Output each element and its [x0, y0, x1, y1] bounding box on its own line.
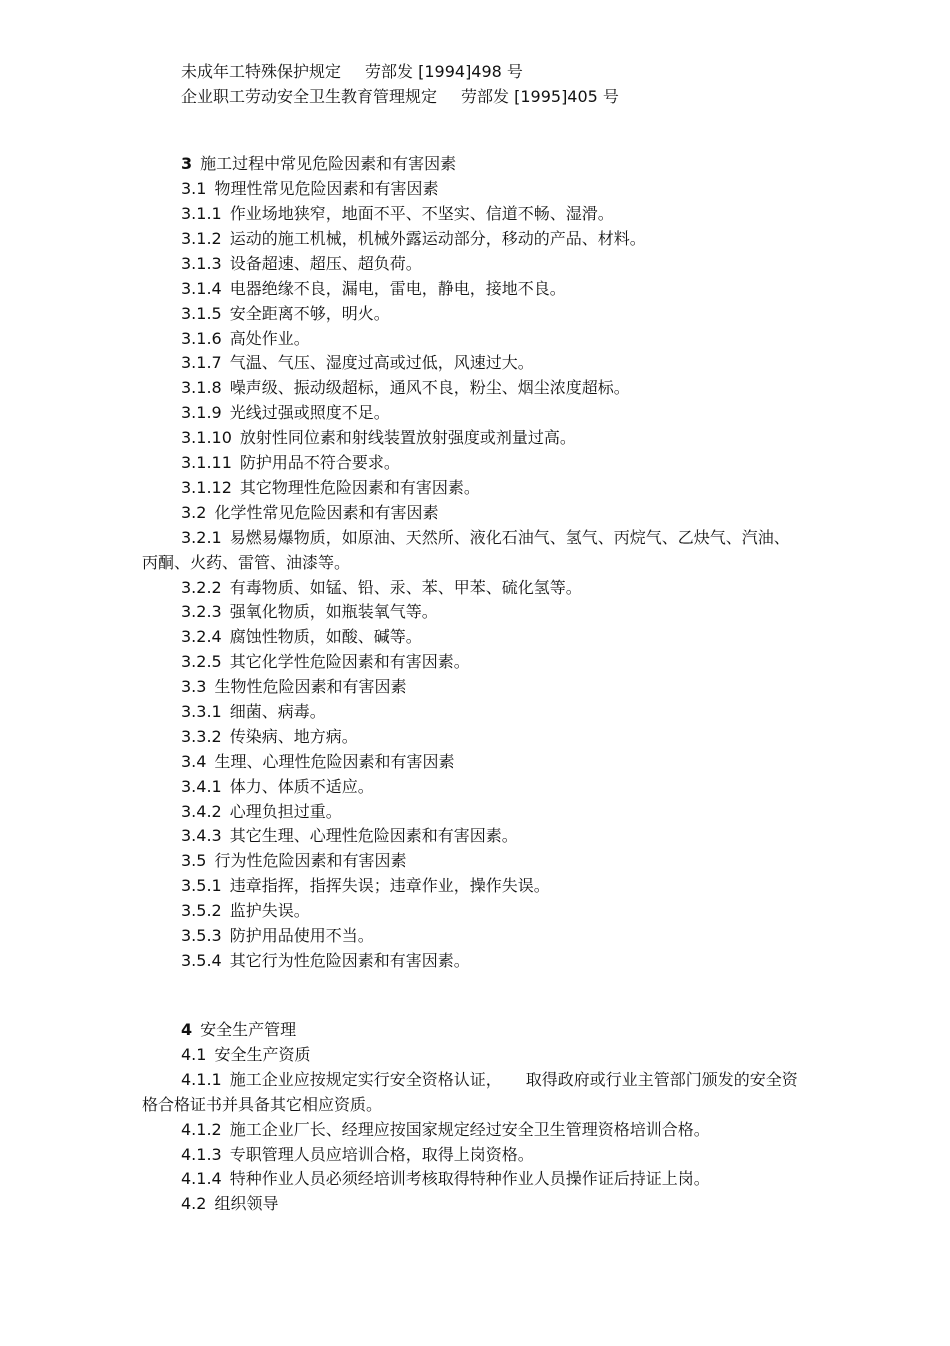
list-item	[181, 402, 390, 424]
list-item	[181, 651, 470, 673]
list-item	[181, 427, 576, 449]
item-text: 易燃易爆物质，如原油、天然所、液化石油气、氢气、丙烷气、乙炔气、汽油、	[229, 528, 790, 547]
list-item	[181, 352, 534, 374]
item-number: 3.2.1	[181, 528, 222, 547]
list-item	[181, 452, 400, 474]
item-text: 体力、体质不适应。	[229, 777, 374, 796]
item-number: 3.2.3	[181, 602, 222, 621]
item-text: 防护用品使用不当。	[229, 926, 374, 945]
item-text: 电器绝缘不良，漏电，雷电，静电，接地不良。	[229, 279, 566, 298]
item-number: 3.5.1	[181, 876, 222, 895]
item-number: 3.1.12	[181, 478, 232, 497]
item-text: 其它物理性危险因素和有害因素。	[239, 478, 480, 497]
reference-title: 企业职工劳动安全卫生教育管理规定	[181, 87, 438, 106]
list-item	[181, 676, 406, 698]
item-number: 4.1.3	[181, 1145, 222, 1164]
item-text: 物理性常见危险因素和有害因素	[214, 179, 439, 198]
item-number: 3.1.8	[181, 378, 222, 397]
list-item	[181, 303, 390, 325]
item-text: 丙酮、火药、雷管、油漆等。	[142, 553, 351, 572]
item-text: 传染病、地方病。	[229, 727, 358, 746]
item-number: 3.1.9	[181, 403, 222, 422]
item-number: 3.3	[181, 677, 207, 696]
list-item	[181, 377, 630, 399]
item-number: 4.1.1	[181, 1070, 222, 1089]
list-item	[181, 1168, 710, 1190]
section-number: 4	[181, 1020, 193, 1039]
item-text: 行为性危险因素和有害因素	[214, 851, 407, 870]
item-text: 安全距离不够，明火。	[229, 304, 390, 323]
item-text: 设备超速、超压、超负荷。	[229, 254, 422, 273]
item-number: 3.5.2	[181, 901, 222, 920]
item-number: 3.2.5	[181, 652, 222, 671]
item-number: 3.1.2	[181, 229, 222, 248]
list-item	[181, 527, 790, 549]
list-item-continuation	[142, 1094, 382, 1116]
item-text: 生物性危险因素和有害因素	[214, 677, 407, 696]
item-text: 监护失误。	[229, 901, 310, 920]
item-number: 3.1.3	[181, 254, 222, 273]
item-text: 作业场地狭窄，地面不平、不坚实、信道不畅、湿滑。	[229, 204, 614, 223]
item-number: 3.4.1	[181, 777, 222, 796]
item-number: 3.4.3	[181, 826, 222, 845]
item-number: 4.1.4	[181, 1169, 222, 1188]
list-item	[181, 626, 422, 648]
item-number: 3.1.10	[181, 428, 232, 447]
list-item	[181, 900, 310, 922]
item-text: 施工企业厂长、经理应按国家规定经过安全卫生管理资格培训合格。	[229, 1120, 710, 1139]
reference-doc-no: 劳部发 [1995]405 号	[461, 87, 619, 106]
item-text: 高处作业。	[229, 329, 310, 348]
item-text-continued: 取得政府或行业主管部门颁发的安全资	[525, 1070, 798, 1089]
item-number: 3.1.7	[181, 353, 222, 372]
item-number: 4.2	[181, 1194, 207, 1213]
item-number: 3.1	[181, 179, 207, 198]
list-item	[181, 1144, 534, 1166]
reference-line	[181, 86, 619, 108]
item-number: 4.1.2	[181, 1120, 222, 1139]
item-text: 安全生产资质	[214, 1045, 311, 1064]
item-number: 3.5.4	[181, 951, 222, 970]
list-item	[181, 1069, 798, 1091]
list-item-continuation	[142, 552, 350, 574]
list-item	[181, 253, 422, 275]
item-text: 噪声级、振动级超标，通风不良，粉尘、烟尘浓度超标。	[229, 378, 630, 397]
list-item	[181, 875, 550, 897]
section-title: 安全生产管理	[200, 1020, 297, 1039]
item-text: 光线过强或照度不足。	[229, 403, 390, 422]
list-item	[181, 1119, 710, 1141]
section-number: 3	[181, 154, 193, 173]
list-item	[181, 726, 358, 748]
item-text: 生理、心理性危险因素和有害因素	[214, 752, 455, 771]
reference-doc-no: 劳部发 [1994]498 号	[365, 62, 523, 81]
list-item	[181, 502, 438, 524]
list-item	[181, 1193, 278, 1215]
list-item	[181, 228, 646, 250]
item-number: 4.1	[181, 1045, 207, 1064]
item-text: 防护用品不符合要求。	[239, 453, 400, 472]
item-text: 施工企业应按规定实行安全资格认证，	[229, 1070, 502, 1089]
item-text: 其它化学性危险因素和有害因素。	[229, 652, 470, 671]
list-item	[181, 577, 582, 599]
list-item	[181, 825, 518, 847]
list-item	[181, 203, 614, 225]
list-item	[181, 328, 310, 350]
section-heading	[181, 153, 456, 175]
item-text: 心理负担过重。	[229, 802, 342, 821]
reference-line	[181, 61, 523, 83]
list-item	[181, 776, 374, 798]
item-number: 3.1.5	[181, 304, 222, 323]
list-item	[181, 801, 342, 823]
item-number: 3.1.1	[181, 204, 222, 223]
item-number: 3.1.6	[181, 329, 222, 348]
list-item	[181, 477, 480, 499]
item-number: 3.2.2	[181, 578, 222, 597]
list-item	[181, 178, 438, 200]
list-item	[181, 701, 326, 723]
item-number: 3.1.11	[181, 453, 232, 472]
list-item	[181, 751, 454, 773]
item-text: 细菌、病毒。	[229, 702, 326, 721]
item-number: 3.2.4	[181, 627, 222, 646]
item-text: 格合格证书并具备其它相应资质。	[142, 1095, 383, 1114]
item-text: 其它生理、心理性危险因素和有害因素。	[229, 826, 518, 845]
item-text: 专职管理人员应培训合格，取得上岗资格。	[229, 1145, 534, 1164]
item-text: 气温、气压、湿度过高或过低，风速过大。	[229, 353, 534, 372]
item-text: 强氧化物质，如瓶装氧气等。	[229, 602, 438, 621]
section-heading	[181, 1019, 296, 1041]
item-text: 放射性同位素和射线装置放射强度或剂量过高。	[239, 428, 576, 447]
list-item	[181, 850, 406, 872]
item-text: 腐蚀性物质，如酸、碱等。	[229, 627, 422, 646]
list-item	[181, 1044, 310, 1066]
list-item	[181, 278, 566, 300]
item-number: 3.5	[181, 851, 207, 870]
item-number: 3.3.2	[181, 727, 222, 746]
section-title: 施工过程中常见危险因素和有害因素	[200, 154, 457, 173]
list-item	[181, 925, 374, 947]
item-number: 3.4	[181, 752, 207, 771]
item-number: 3.4.2	[181, 802, 222, 821]
item-text: 其它行为性危险因素和有害因素。	[229, 951, 470, 970]
item-text: 特种作业人员必须经培训考核取得特种作业人员操作证后持证上岗。	[229, 1169, 710, 1188]
item-text: 组织领导	[214, 1194, 279, 1213]
reference-title: 未成年工特殊保护规定	[181, 62, 342, 81]
item-number: 3.3.1	[181, 702, 222, 721]
item-number: 3.1.4	[181, 279, 222, 298]
item-text: 违章指挥，指挥失误；违章作业，操作失误。	[229, 876, 550, 895]
list-item	[181, 950, 470, 972]
list-item	[181, 601, 438, 623]
item-number: 3.5.3	[181, 926, 222, 945]
item-text: 有毒物质、如锰、铅、汞、苯、甲苯、硫化氢等。	[229, 578, 582, 597]
item-text: 运动的施工机械，机械外露运动部分，移动的产品、材料。	[229, 229, 646, 248]
item-number: 3.2	[181, 503, 207, 522]
item-text: 化学性常见危险因素和有害因素	[214, 503, 439, 522]
